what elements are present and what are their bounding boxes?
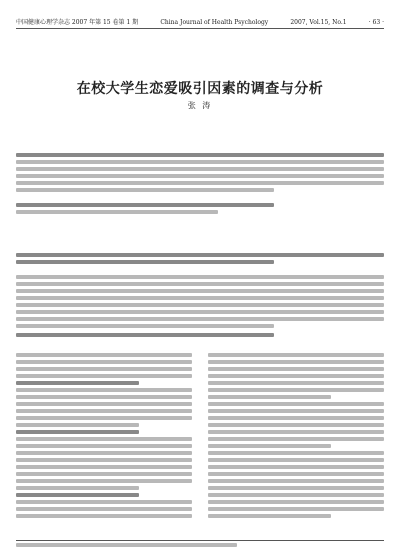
header-journal-en: China Journal of Health Psychology — [160, 19, 269, 26]
keywords-cn-placeholder — [16, 200, 384, 217]
header-volume: 2007, Vol.15, No.1 — [290, 19, 347, 26]
english-title-placeholder — [16, 250, 384, 267]
article-title: 在校大学生恋爱吸引因素的调查与分析 — [76, 81, 324, 97]
body-column-right — [208, 350, 384, 521]
body-column-left — [16, 350, 192, 521]
abstract-en-placeholder — [16, 272, 384, 331]
running-header — [16, 14, 384, 29]
author-name: 张 涛 — [187, 101, 213, 110]
abstract-cn-placeholder — [16, 150, 384, 195]
keywords-en-placeholder — [16, 330, 384, 340]
header-journal-cn: 中国健康心理学杂志 2007 年第 15 卷第 1 期 — [16, 19, 139, 26]
header-page-number: · 63 · — [368, 19, 384, 26]
page-footer-placeholder — [16, 540, 384, 547]
